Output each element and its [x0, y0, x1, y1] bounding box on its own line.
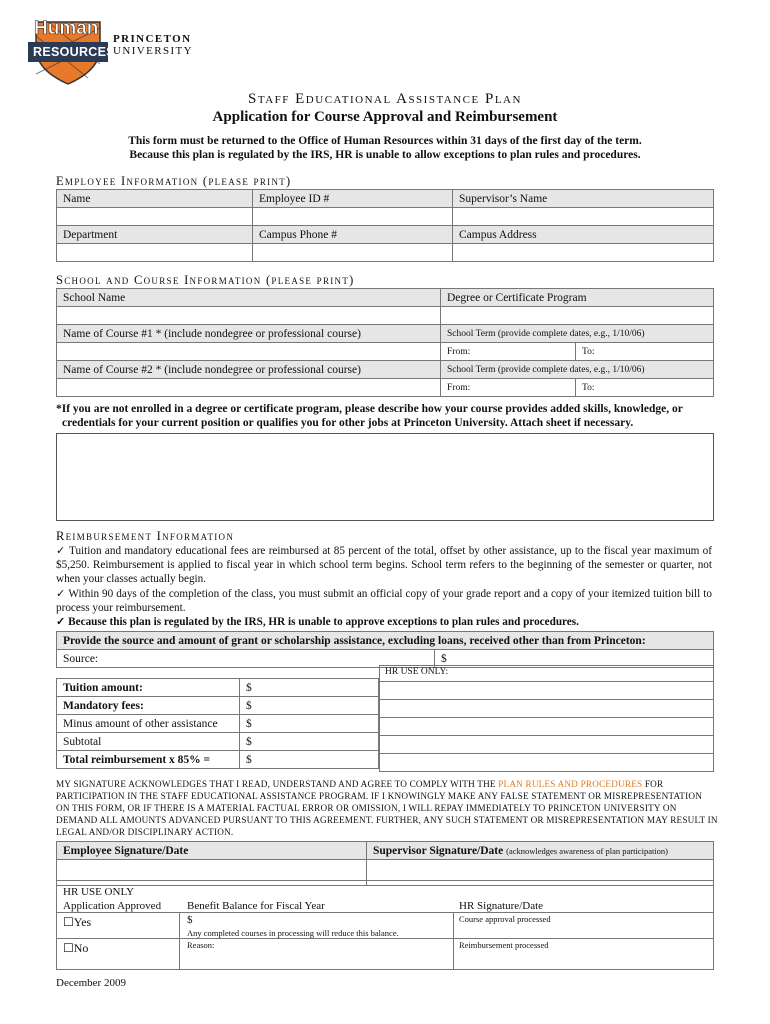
- reimbursement-processed[interactable]: Reimbursement processed: [459, 940, 549, 950]
- hr-divider-1: [57, 912, 713, 913]
- nondegree-description-box[interactable]: [56, 433, 714, 521]
- course2-term-label: School Term (provide complete dates, e.g., 1/10/06): [441, 361, 714, 379]
- approved-no-checkbox[interactable]: ☐No: [63, 941, 89, 955]
- hr-use-only-title: HR USE ONLY: [63, 886, 135, 898]
- course2-from[interactable]: From:: [441, 379, 576, 397]
- course1-label: Name of Course #1 * (include nondegree or professional course): [57, 325, 441, 343]
- source-field[interactable]: Source:: [57, 650, 435, 668]
- hr-logo: [28, 18, 115, 86]
- campus-address-label: Campus Address: [453, 226, 714, 244]
- rule-grade-report: ✓ Within 90 days of the completion of the class, you must submit an official copy of your grade report and a copy of your itemized tuition bill to process your reimbursement.: [56, 587, 712, 614]
- hr-vdivider-1: [179, 912, 180, 969]
- hr-use-cell-1[interactable]: [380, 682, 714, 700]
- subtotal-label: Subtotal: [57, 733, 240, 751]
- provide-assistance-label: Provide the source and amount of grant or scholarship assistance, excluding loans, received other than from Princeton:: [57, 632, 714, 650]
- hr-use-cell-5[interactable]: [380, 754, 714, 772]
- acknowledgement-text: [56, 778, 718, 838]
- mandatory-fees-label: Mandatory fees:: [57, 697, 240, 715]
- department-label: Department: [57, 226, 253, 244]
- reimbursement-rules: [56, 544, 712, 629]
- assistance-table: [56, 631, 714, 668]
- hr-use-only-label: HR USE ONLY:: [385, 667, 449, 677]
- subtotal-field[interactable]: $: [240, 733, 379, 751]
- course-approval-processed[interactable]: Course approval processed: [459, 914, 551, 924]
- tuition-label: Tuition amount:: [57, 679, 240, 697]
- minus-assistance-field[interactable]: $: [240, 715, 379, 733]
- university-line2: UNIVERSITY: [113, 45, 193, 57]
- hr-signature-label: HR Signature/Date: [459, 900, 544, 912]
- reimbursement-section-heading: Reimbursement Information: [56, 529, 235, 543]
- minus-assistance-label: Minus amount of other assistance: [57, 715, 240, 733]
- approved-yes-checkbox[interactable]: ☐Yes: [63, 915, 92, 929]
- form-subtitle: Application for Course Approval and Reimbursement: [212, 109, 558, 125]
- rule-irs: ✓ Because this plan is regulated by the IRS, HR is unable to approve exceptions to plan rules and procedures.: [56, 616, 579, 629]
- hr-approval-box: [56, 880, 714, 970]
- hr-use-grid: [379, 665, 714, 772]
- university-line1: PRINCETON: [113, 33, 192, 45]
- degree-program-label: Degree or Certificate Program: [441, 289, 714, 307]
- department-field[interactable]: [57, 244, 253, 262]
- campus-address-field[interactable]: [453, 244, 714, 262]
- supervisor-signature-note: (acknowledges awareness of plan participation): [506, 845, 669, 856]
- mandatory-fees-field[interactable]: $: [240, 697, 379, 715]
- course2-label: Name of Course #2 * (include nondegree or professional course): [57, 361, 441, 379]
- supervisor-signature-label: [367, 842, 714, 860]
- return-note: This form must be returned to the Office of Human Resources within 31 days of the first day of the term.: [128, 135, 642, 147]
- campus-phone-label: Campus Phone #: [253, 226, 453, 244]
- school-section-heading: School and Course Information (please print): [56, 273, 355, 287]
- university-name: [113, 33, 193, 57]
- tuition-amount-field[interactable]: $: [240, 679, 379, 697]
- course1-from[interactable]: From:: [441, 343, 576, 361]
- school-info-table: [56, 288, 714, 397]
- school-name-field[interactable]: [57, 307, 441, 325]
- rule-tuition: ✓ Tuition and mandatory educational fees are reimbursed at 85 percent of the total, offset by other assistance, up to the fiscal year maximum of $5,250. Reimbursement is applied to fiscal year in which school term begins. School term refers to the beginning of the semester or quarter, not when your classes actually begin.: [56, 545, 712, 586]
- course2-field[interactable]: [57, 379, 441, 397]
- campus-phone-field[interactable]: [253, 244, 453, 262]
- course1-to[interactable]: To:: [576, 343, 714, 361]
- plan-rules-link[interactable]: PLAN RULES AND PROCEDURES: [498, 779, 643, 789]
- total-reimbursement-field[interactable]: $: [240, 751, 379, 769]
- employee-id-field[interactable]: [253, 208, 453, 226]
- supervisor-name-field[interactable]: [453, 208, 714, 226]
- plan-title: Staff Educational Assistance Plan: [248, 91, 522, 107]
- acknowledgement-before: MY SIGNATURE ACKNOWLEDGES THAT I READ, UNDERSTAND AND AGREE TO COMPLY WITH THE: [56, 779, 499, 789]
- course1-term-label: School Term (provide complete dates, e.g., 1/10/06): [441, 325, 714, 343]
- name-field[interactable]: [57, 208, 253, 226]
- nondegree-note-line1: *If you are not enrolled in a degree or certificate program, please describe how your course provides added skills, knowledge, or: [56, 403, 683, 415]
- employee-id-label: Employee ID #: [253, 190, 453, 208]
- employee-signature-label: Employee Signature/Date: [57, 842, 367, 860]
- supervisor-signature-text: Supervisor Signature/Date: [373, 844, 504, 857]
- course1-field[interactable]: [57, 343, 441, 361]
- benefit-balance-amount[interactable]: $: [187, 914, 193, 926]
- irs-note: Because this plan is regulated by the IRS, HR is unable to allow exceptions to plan rules and procedures.: [129, 149, 641, 161]
- degree-program-field[interactable]: [441, 307, 714, 325]
- hr-divider-2: [57, 938, 713, 939]
- amounts-table: [56, 678, 379, 769]
- acknowledgement-after: FOR PARTICIPATION IN THE STAFF EDUCATIONAL ASSISTANCE PROGRAM. IF I KNOWINGLY MAKE ANY FALSE STATEMENT OR MISREPRESENTATION ON THIS FORM, OR IF THERE IS A MATERIAL FACTUAL ERROR OR OMISSION, I WILL REPAY IMMEDIATELY TO PRINCETON UNIVERSITY ON DEMAND ALL AMOUNTS ADVANCED PURSUANT TO THIS AGREEMENT. FURTHER, ANY SUCH STATEMENT OR MISREPRESENTATION MAY RESULT IN LEGAL AND/OR DISCIPLINARY ACTION.: [56, 779, 718, 837]
- source-amount-field[interactable]: $: [435, 650, 714, 668]
- nondegree-note-line2: credentials for your current position or qualifies you for other jobs at Princeton University. Attach sheet if necessary.: [62, 417, 634, 429]
- logo-text-human: Human: [34, 18, 99, 39]
- processing-note: Any completed courses in processing will reduce this balance.: [187, 928, 399, 938]
- application-approved-label: Application Approved: [63, 900, 162, 912]
- footer-date: December 2009: [56, 977, 126, 989]
- hr-use-cell-4[interactable]: [380, 736, 714, 754]
- school-name-label: School Name: [57, 289, 441, 307]
- employee-info-table: [56, 189, 714, 262]
- nondegree-note: [56, 402, 736, 430]
- supervisor-name-label: Supervisor’s Name: [453, 190, 714, 208]
- hr-use-cell-header: [380, 666, 714, 682]
- logo-text-resources: RESOURCES: [33, 45, 115, 59]
- benefit-balance-label: Benefit Balance for Fiscal Year: [187, 900, 325, 912]
- hr-vdivider-2: [453, 912, 454, 969]
- hr-use-cell-2[interactable]: [380, 700, 714, 718]
- course2-to[interactable]: To:: [576, 379, 714, 397]
- total-reimbursement-label: Total reimbursement x 85% =: [57, 751, 240, 769]
- employee-section-heading: Employee Information (please print): [56, 174, 292, 188]
- hr-use-cell-3[interactable]: [380, 718, 714, 736]
- name-label: Name: [57, 190, 253, 208]
- reason-field[interactable]: Reason:: [187, 940, 215, 950]
